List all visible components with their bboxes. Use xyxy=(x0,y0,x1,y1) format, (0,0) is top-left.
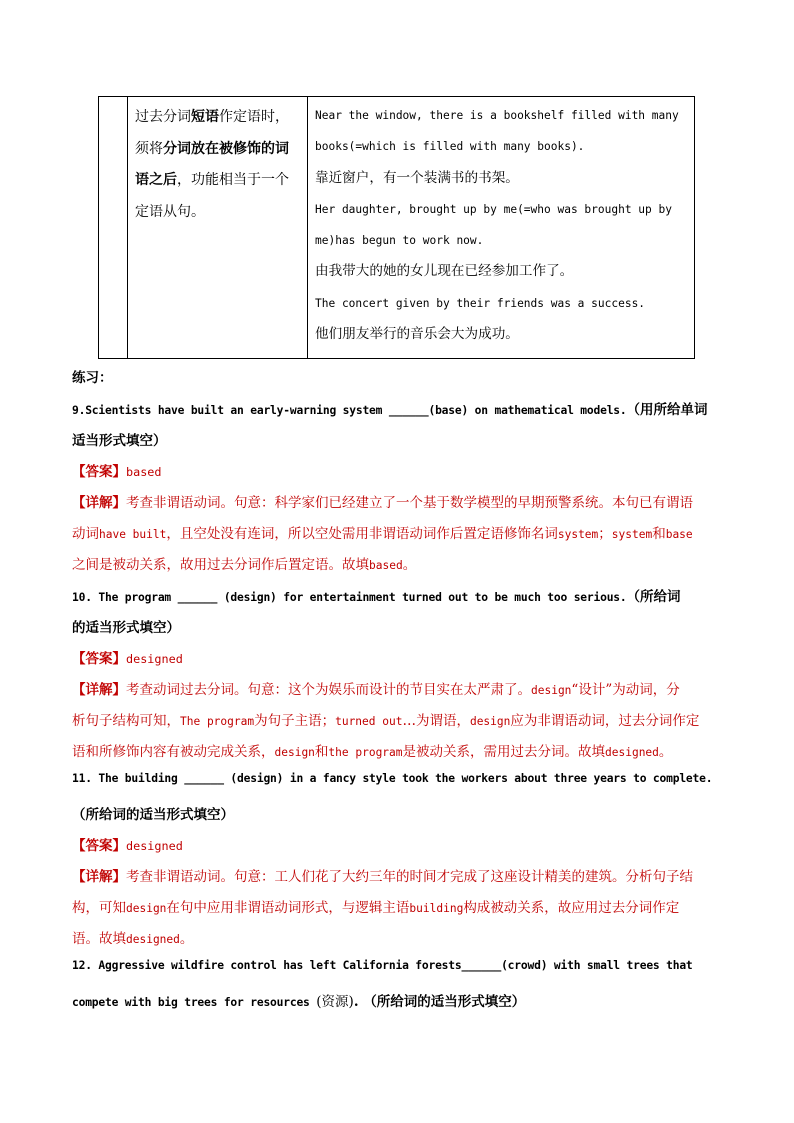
detail-text: 考查动词过去分词。句意：这个为娱乐而设计的节目实在太严肃了。 xyxy=(126,682,531,698)
detail-text: 和 xyxy=(652,526,666,542)
detail-11-line1 xyxy=(72,865,693,885)
answer-9 xyxy=(72,460,162,480)
detail-11-line3 xyxy=(72,927,193,947)
answer-10 xyxy=(72,647,183,667)
detail-9-line2 xyxy=(72,522,693,542)
detail-11-line2 xyxy=(72,896,679,916)
detail-text: 为句子主语； xyxy=(254,713,336,729)
detail-10-line1 xyxy=(72,678,680,698)
detail-text: 。 xyxy=(179,931,194,947)
question-9-stem: 9.Scientists have built an early-warning system ______(base) on mathematical models. xyxy=(72,404,627,417)
detail-tag: 【详解】 xyxy=(72,869,126,885)
detail-code: base xyxy=(665,528,693,541)
detail-text: “设计”为动词，分 xyxy=(571,682,680,698)
question-12-gloss: (资源) xyxy=(316,994,354,1010)
detail-text: 是被动关系，需用过去分词。故填 xyxy=(402,744,606,760)
detail-code: design xyxy=(469,715,511,728)
detail-9-line1 xyxy=(72,491,693,511)
detail-code: have built xyxy=(99,528,167,541)
example-english-line: The concert given by their friends was a success. xyxy=(315,296,646,310)
answer-9-value: based xyxy=(126,465,162,479)
question-11-instruction: （所给词的适当形式填空） xyxy=(72,807,234,823)
question-12-cont xyxy=(72,990,525,1010)
detail-code: system xyxy=(557,528,599,541)
question-9-instruction-cont: 适当形式填空） xyxy=(72,433,167,449)
question-12-stem: compete with big trees for resources xyxy=(72,996,310,1009)
rule-bold: 短语 xyxy=(191,109,219,125)
detail-tag: 【详解】 xyxy=(72,682,126,698)
question-12: 12. Aggressive wildfire control has left California forests______(crowd) with small trees that xyxy=(72,959,693,972)
question-10-stem: 10. The program ______ (design) for entertainment turned out to be much too serious. xyxy=(72,591,627,604)
detail-code: designed xyxy=(605,746,659,759)
detail-code: turned out xyxy=(335,715,403,728)
answer-tag: 【答案】 xyxy=(72,651,126,667)
examples-cell xyxy=(308,97,695,359)
table-blank-cell xyxy=(99,97,128,359)
detail-10-line2 xyxy=(72,709,699,729)
rule-cell xyxy=(128,97,308,359)
detail-text: 构，可知 xyxy=(72,900,126,916)
example-chinese-line: 由我带大的她的女儿现在已经参加工作了。 xyxy=(315,263,574,280)
detail-text: ； xyxy=(598,526,612,542)
detail-code: designed xyxy=(126,933,180,946)
detail-text: 构成被动关系，故应用过去分词作定 xyxy=(463,900,680,916)
detail-text: 。 xyxy=(402,557,417,573)
question-11: 11. The building ______ (design) in a fancy style took the workers about three years to complete. xyxy=(72,772,713,785)
example-chinese-line: 靠近窗户，有一个装满书的书架。 xyxy=(315,169,519,186)
detail-text: 语和所修饰内容有被动完成关系， xyxy=(72,744,275,760)
detail-code: The program xyxy=(180,715,255,728)
rule-bold: 分词放在被修饰的词语之后 xyxy=(135,140,289,188)
detail-text: 析句子结构可知， xyxy=(72,713,180,729)
detail-code: building xyxy=(409,902,464,915)
example-english-line: Near the window, there is a bookshelf filled with many xyxy=(315,109,679,122)
answer-tag: 【答案】 xyxy=(72,838,126,854)
rule-text xyxy=(128,97,307,228)
examples-list xyxy=(308,97,694,350)
detail-code: the program xyxy=(328,746,403,759)
answer-10-value: designed xyxy=(126,652,183,666)
question-9 xyxy=(72,398,708,418)
detail-text: 。 xyxy=(658,744,673,760)
detail-text: 语。故填 xyxy=(72,931,126,947)
answer-tag: 【答案】 xyxy=(72,464,126,480)
detail-text: 之间是被动关系，故用过去分词作后置定语。故填 xyxy=(72,557,369,573)
detail-text: 在句中应用非谓语动词形式，与逻辑主语 xyxy=(166,900,410,916)
detail-text: 动词 xyxy=(72,526,99,542)
detail-10-line3 xyxy=(72,740,672,760)
answer-11 xyxy=(72,834,183,854)
detail-code: system xyxy=(611,528,653,541)
detail-text: 应为非谓语动词，过去分词作定 xyxy=(510,713,700,729)
grammar-table xyxy=(98,96,695,359)
example-english-line: Her daughter, brought up by me(=who was brought up by xyxy=(315,202,672,216)
question-10-instruction-cont: 的适当形式填空） xyxy=(72,620,180,636)
detail-code: based xyxy=(369,559,403,572)
detail-text: …为谓语， xyxy=(402,713,470,729)
question-9-instruction: （用所给单词 xyxy=(626,402,708,418)
answer-11-value: designed xyxy=(126,839,183,853)
question-12-instruction: . （所给词的适当形式填空） xyxy=(353,994,526,1010)
question-10-instruction: （所给词 xyxy=(626,589,681,605)
detail-code: design xyxy=(531,684,572,697)
example-chinese-line: 他们朋友举行的音乐会大为成功。 xyxy=(315,326,519,343)
detail-text: ，且空处没有连词，所以空处需用非谓语动词作后置定语修饰名词 xyxy=(166,526,558,542)
detail-text: 和 xyxy=(314,744,329,760)
question-10 xyxy=(72,585,681,605)
example-english-line: books(=which is filled with many books). xyxy=(315,140,585,154)
detail-code: design xyxy=(274,746,315,759)
rule-part: ，功能相当于一个定语从句。 xyxy=(135,172,289,220)
rule-part: 作定语时，须将 xyxy=(135,109,289,157)
detail-text: 考查非谓语动词。句意：科学家们已经建立了一个基于数学模型的早期预警系统。本句已有谓语 xyxy=(126,495,693,511)
example-english-line: me)has begun to work now. xyxy=(315,234,484,248)
practice-heading: 练习： xyxy=(72,370,113,386)
detail-tag: 【详解】 xyxy=(72,495,126,511)
detail-code: design xyxy=(126,902,167,915)
detail-text: 考查非谓语动词。句意：工人们花了大约三年的时间才完成了这座设计精美的建筑。分析句子结 xyxy=(126,869,693,885)
detail-9-line3 xyxy=(72,553,416,573)
rule-part: 过去分词 xyxy=(135,109,191,125)
